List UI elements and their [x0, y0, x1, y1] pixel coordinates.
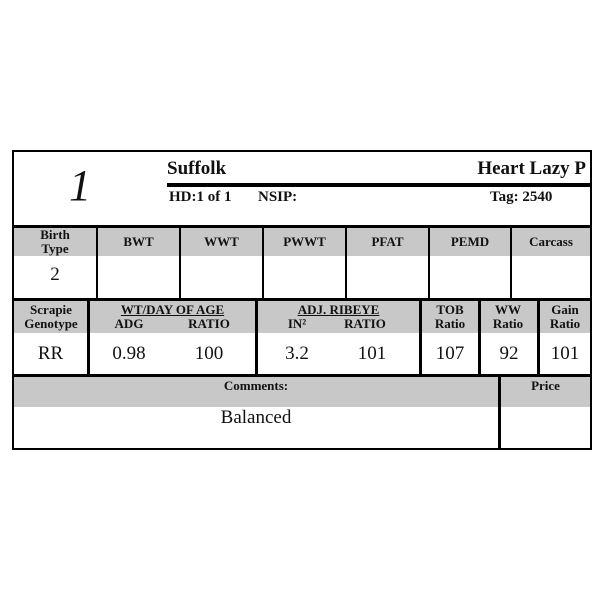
in2-header: IN²	[287, 316, 307, 331]
tob-ratio-value: 107	[435, 343, 465, 364]
ribeye-ratio-value: 101	[357, 343, 387, 364]
scrapie-value: RR	[37, 343, 64, 364]
hd-count: HD:1 of 1	[169, 189, 232, 205]
ww-ratio-header: WW Ratio	[492, 302, 524, 331]
sale-card	[12, 150, 592, 450]
gain-ratio-value: 101	[550, 343, 580, 364]
ribeye-ratio-header: RATIO	[344, 316, 386, 331]
adj-ribeye-header: ADJ. RIBEYE	[297, 302, 380, 317]
pfat-header: PFAT	[371, 234, 404, 249]
comments-value: Balanced	[220, 407, 292, 428]
in2-value: 3.2	[285, 343, 309, 364]
ratio-header: RATIO	[188, 316, 230, 331]
farm-name: Heart Lazy P	[477, 158, 586, 179]
title-underline	[167, 183, 590, 187]
nsip-label: NSIP:	[258, 189, 298, 205]
adg-value: 0.98	[112, 343, 146, 364]
pwwt-header: PWWT	[283, 234, 326, 249]
scrapie-header: Scrapie Genotype	[24, 302, 78, 331]
birth-type-header: Birth Type	[40, 227, 70, 256]
birth-type-value: 2	[50, 264, 60, 285]
wt-day-of-age-header: WT/DAY OF AGE	[120, 302, 225, 317]
tag-number: Tag: 2540	[490, 189, 553, 205]
pemd-header: PEMD	[450, 234, 490, 249]
ww-ratio-value: 92	[499, 343, 519, 364]
tob-ratio-header: TOB Ratio	[434, 302, 466, 331]
wwt-header: WWT	[204, 234, 239, 249]
comments-header: Comments:	[223, 378, 289, 393]
gain-ratio-header: Gain Ratio	[549, 302, 581, 331]
price-header: Price	[531, 378, 560, 393]
adg-ratio-value: 100	[194, 343, 224, 364]
breed: Suffolk	[167, 158, 227, 179]
carcass-header: Carcass	[529, 234, 573, 249]
bwt-header: BWT	[123, 234, 154, 249]
adg-header: ADG	[114, 316, 144, 331]
lot-number: 1	[69, 161, 91, 210]
